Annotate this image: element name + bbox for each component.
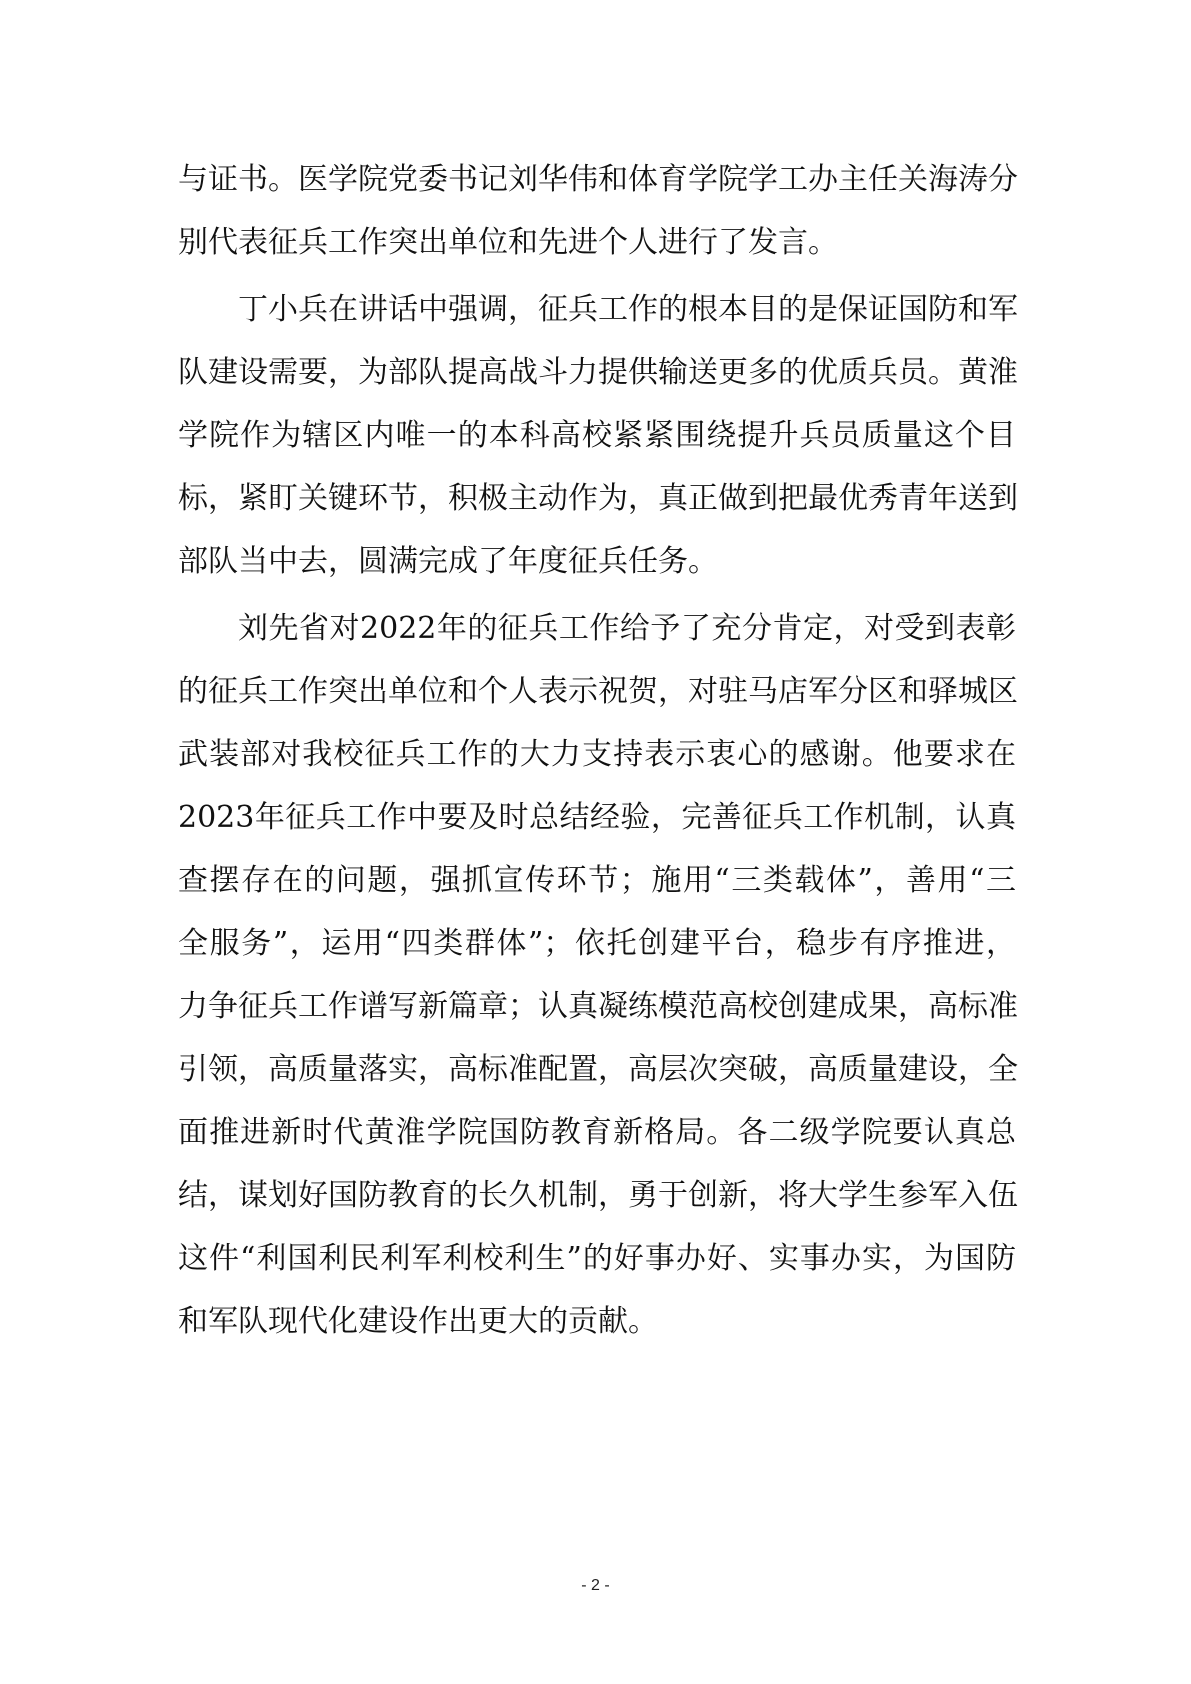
text-line: 丁小兵在讲话中强调，征兵工作的根本目的是保证国防和军 bbox=[238, 292, 1018, 327]
text-line: 引领，高质量落实，高标准配置，高层次突破，高质量建设，全 bbox=[178, 1052, 1018, 1087]
text-line: 队建设需要，为部队提高战斗力提供输送更多的优质兵员。黄淮 bbox=[178, 355, 1018, 390]
paragraph bbox=[178, 148, 1016, 274]
paragraph bbox=[178, 278, 1016, 593]
text-line: 与证书。医学院党委书记刘华伟和体育学院学工办主任关海涛分 bbox=[178, 162, 1018, 197]
text-line: 的征兵工作突出单位和个人表示祝贺，对驻马店军分区和驿城区 bbox=[178, 674, 1018, 709]
text-line: 别代表征兵工作突出单位和先进个人进行了发言。 bbox=[178, 225, 838, 260]
text-line: 武装部对我校征兵工作的大力支持表示衷心的感谢。他要求在 bbox=[178, 737, 1016, 772]
text-line: 这件“利国利民利军利校利生”的好事办好、实事办实，为国防 bbox=[178, 1241, 1016, 1276]
text-line: 刘先省对2022年的征兵工作给予了充分肯定，对受到表彰 bbox=[238, 611, 1016, 646]
page-number: - 2 - bbox=[581, 1577, 610, 1594]
text-line: 力争征兵工作谱写新篇章；认真凝练模范高校创建成果，高标准 bbox=[178, 989, 1018, 1024]
paragraph bbox=[178, 597, 1016, 1353]
text-line: 标，紧盯关键环节，积极主动作为，真正做到把最优秀青年送到 bbox=[178, 481, 1018, 516]
text-line: 面推进新时代黄淮学院国防教育新格局。各二级学院要认真总 bbox=[178, 1115, 1016, 1150]
text-line: 查摆存在的问题，强抓宣传环节；施用“三类载体”，善用“三 bbox=[178, 863, 1016, 898]
text-line: 和军队现代化建设作出更大的贡献。 bbox=[178, 1304, 658, 1339]
text-line: 全服务”，运用“四类群体”；依托创建平台，稳步有序推进， bbox=[178, 926, 1016, 961]
body-text bbox=[178, 148, 1016, 1353]
text-line: 学院作为辖区内唯一的本科高校紧紧围绕提升兵员质量这个目 bbox=[178, 418, 1016, 453]
text-line: 结，谋划好国防教育的长久机制，勇于创新，将大学生参军入伍 bbox=[178, 1178, 1018, 1213]
text-line: 2023年征兵工作中要及时总结经验，完善征兵工作机制，认真 bbox=[178, 800, 1016, 835]
text-line: 部队当中去，圆满完成了年度征兵任务。 bbox=[178, 544, 718, 579]
